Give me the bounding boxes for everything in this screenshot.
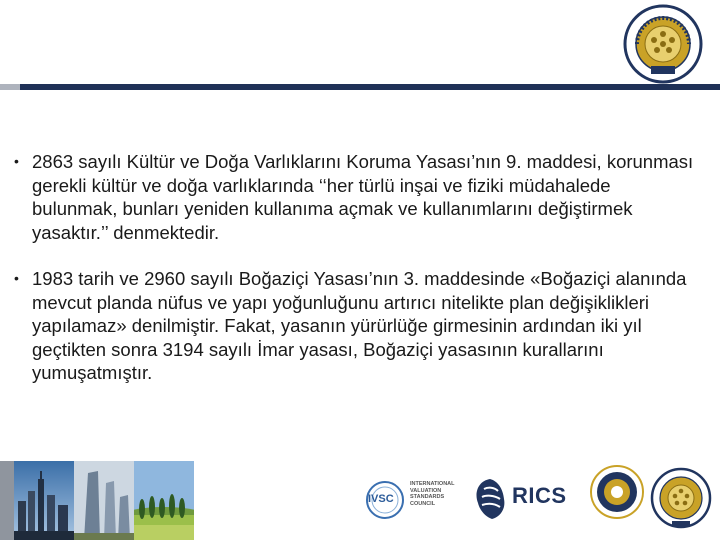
ivsc-line: VALUATION [410, 487, 442, 494]
rics-logo-text: RICS [512, 483, 567, 508]
bullet-marker: • [14, 270, 19, 286]
ivsc-full-name [410, 481, 455, 507]
ivsc-abbrev: IVSC [368, 493, 394, 505]
header-bar [0, 84, 720, 90]
rics-lion-emblem [470, 475, 510, 523]
slide-body [14, 150, 694, 408]
landscape-trees-image [134, 461, 194, 540]
modern-towers-image [74, 461, 134, 540]
ivsc-line: COUNCIL [410, 500, 436, 507]
footer-logos [0, 461, 720, 540]
ivsc-logo [365, 473, 405, 528]
bullet-text: 1983 tarih ve 2960 sayılı Boğaziçi Yasası’nın 3. maddesinde «Boğaziçi alanında mevcut planda nüfus ve yapı yoğunluğunu artırıcı nitelikte plan değişiklikleri yapılamaz» denilmiştir. Fakat, yasanın yürürlüğe girmesinin ardından iki yıl geçtikten sonra 3194 sayılı İmar yasası, Boğaziçi yasasının kurallarını yumuşatmıştır. [32, 268, 687, 383]
ivsc-line: STANDARDS [410, 494, 445, 500]
bullet-item [14, 150, 694, 244]
footer-grey-strip [0, 461, 14, 540]
header-bar-accent [0, 84, 20, 90]
ankara-university-seal-small [650, 467, 712, 533]
ivsc-line: INTERNATIONAL [410, 481, 455, 487]
bullet-marker: • [14, 153, 19, 169]
ankara-university-seal-logo [623, 4, 703, 84]
city-skyline-image [14, 461, 74, 540]
university-faculty-seal-logo [590, 463, 644, 521]
bullet-item [14, 267, 694, 385]
bullet-text: 2863 sayılı Kültür ve Doğa Varlıklarını Koruma Yasası’nın 9. maddesi, korunması gerekli kültür ve doğa varlıklarında ‘‘her türlü inşai ve fiziki müdahalede bulunmak, bunları yeniden kullanıma açmak ve kullanımlarını değiştirmek yasaktır.’’ denmektedir. [32, 151, 694, 243]
